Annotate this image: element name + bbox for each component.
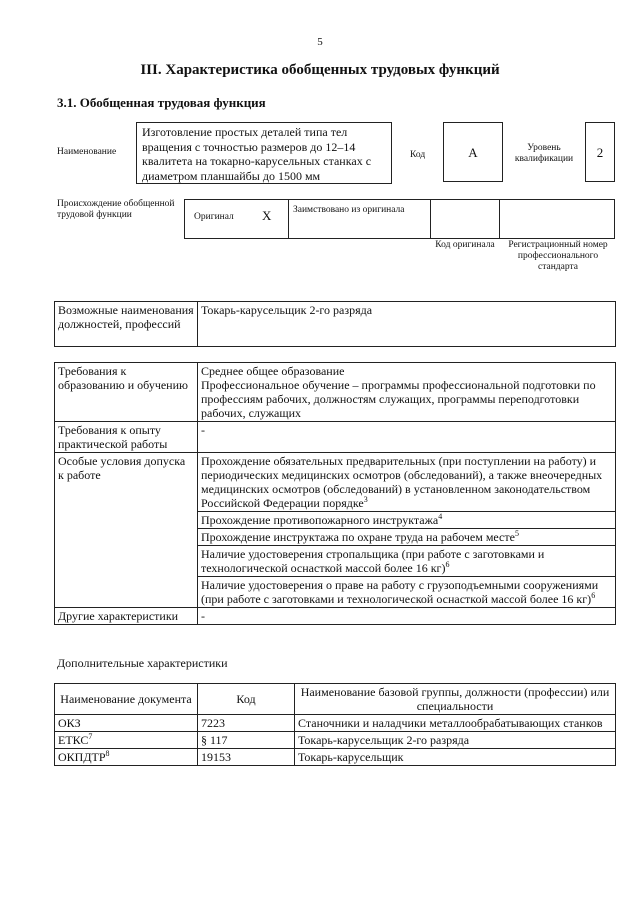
special-item: Прохождение противопожарного инструктажа$^4$ xyxy=(198,512,616,529)
special-item: Прохождение обязательных предварительных (при поступлении на работу) и периодических медицинских осмотров (обследований), а также внеочередных медицинских осмотров (обследований) в установленном законодательством Российской Федерации порядке$^3$ xyxy=(198,453,616,512)
additional-title: Дополнительные характеристики xyxy=(57,656,228,670)
special-item: Прохождение инструктажа по охране труда на рабочем месте$^5$ xyxy=(198,529,616,546)
original-label: Оригинал xyxy=(194,212,234,222)
education-line: Профессиональное обучение – программы профессиональной подготовки по профессиям рабочих, должностям служащих, программы переподготовки рабочих, служащих xyxy=(201,378,596,420)
orig-code-caption: Код оригинала xyxy=(435,240,495,250)
divider xyxy=(288,199,289,239)
name-cell: Токарь-карусельщик xyxy=(295,749,616,766)
divider xyxy=(430,199,431,239)
level-label: Уровень квалификации xyxy=(514,143,574,164)
special-label: Особые условия допуска к работе xyxy=(55,453,198,608)
experience-label: Требования к опыту практической работы xyxy=(55,422,198,453)
education-value xyxy=(198,363,616,422)
code-cell: 19153 xyxy=(198,749,295,766)
doc-cell: ЕТКС$^7$ xyxy=(55,732,198,749)
name-cell: Станочники и наладчики металлообрабатывающих станков xyxy=(295,715,616,732)
code-value: A xyxy=(443,122,503,182)
name-cell: Токарь-карусельщик 2-го разряда xyxy=(295,732,616,749)
other-value: - xyxy=(198,608,616,625)
divider xyxy=(499,199,500,239)
header-doc: Наименование документа xyxy=(55,684,198,715)
positions-value: Токарь-карусельщик 2-го разряда xyxy=(198,302,616,347)
positions-label: Возможные наименования должностей, профессий xyxy=(55,302,198,347)
level-value: 2 xyxy=(585,122,615,182)
original-mark: X xyxy=(262,208,272,223)
name-label: Наименование xyxy=(57,147,117,157)
code-label: Код xyxy=(410,150,426,160)
requirements-table xyxy=(54,362,616,625)
other-label: Другие характеристики xyxy=(55,608,198,625)
section-title: III. Характеристика обобщенных трудовых функций xyxy=(140,62,500,78)
experience-value: - xyxy=(198,422,616,453)
positions-table xyxy=(54,301,616,347)
function-name: Изготовление простых деталей типа тел вращения с точностью размеров до 12–14 квалитета на токарно-карусельных станках с диаметром планшайбы до 1500 мм xyxy=(136,122,392,184)
additional-table xyxy=(54,683,616,766)
page-number: 5 xyxy=(317,36,323,48)
code-cell: 7223 xyxy=(198,715,295,732)
code-cell: § 117 xyxy=(198,732,295,749)
special-item: Наличие удостоверения стропальщика (при работе с заготовками и технологической оснасткой массой более 16 кг)$^6$ xyxy=(198,546,616,577)
special-item: Наличие удостоверения о праве на работу с грузоподъемными сооружениями (при работе с заготовками и технологической оснасткой массой более 16 кг)$^6$ xyxy=(198,577,616,608)
doc-cell: ОКПДТР$^8$ xyxy=(55,749,198,766)
education-line: Среднее общее образование xyxy=(201,364,345,378)
borrowed-label: Заимствовано из оригинала xyxy=(293,205,405,215)
header-code: Код xyxy=(198,684,295,715)
education-label: Требования к образованию и обучению xyxy=(55,363,198,422)
header-name: Наименование базовой группы, должности (профессии) или специальности xyxy=(295,684,616,715)
subsection-title: 3.1. Обобщенная трудовая функция xyxy=(57,95,266,110)
doc-cell: ОКЗ xyxy=(55,715,198,732)
reg-number-caption: Регистрационный номер профессионального стандарта xyxy=(508,240,608,272)
origin-label: Происхождение обобщенной трудовой функции xyxy=(57,199,175,220)
